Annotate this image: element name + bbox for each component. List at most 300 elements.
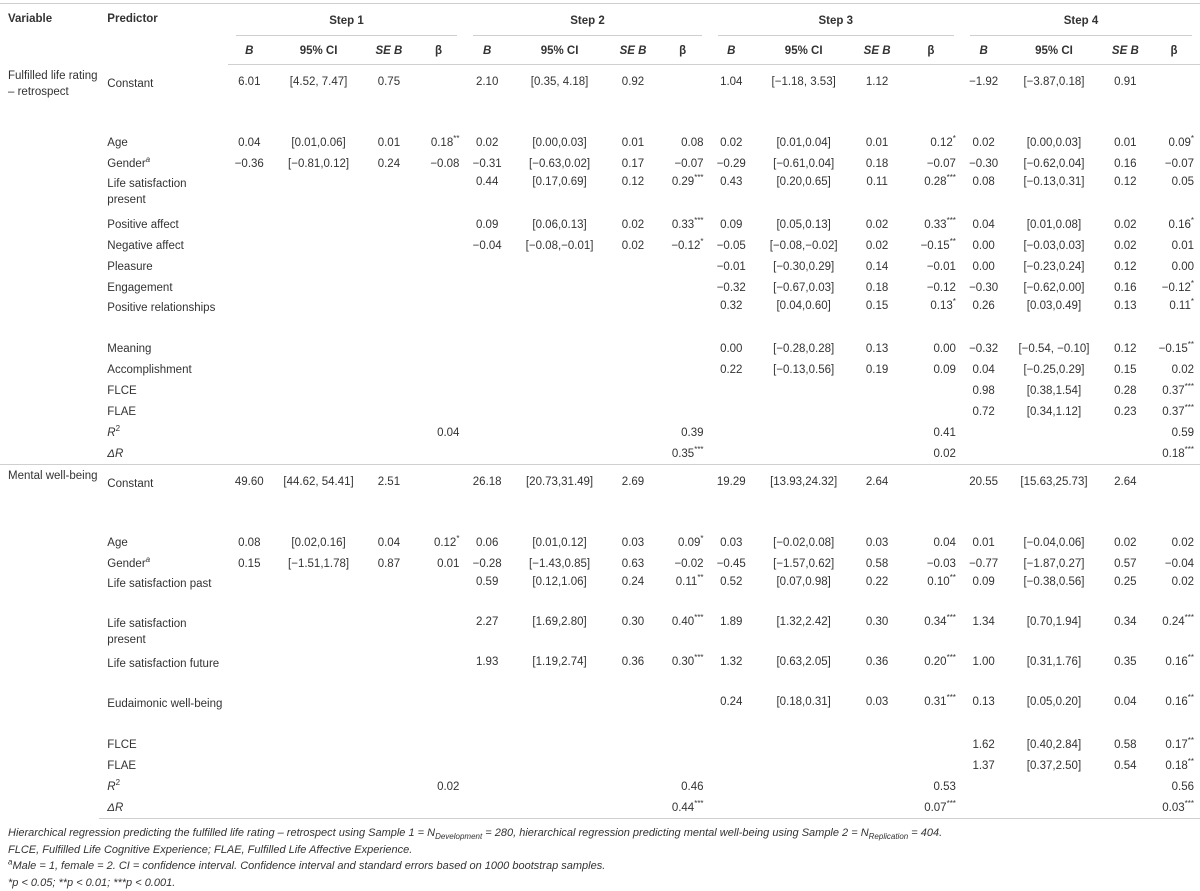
cell-beta: 0.28*** xyxy=(900,174,962,214)
cell-se-b: 0.02 xyxy=(854,235,900,256)
predictor-text: Age xyxy=(107,537,127,549)
cell-beta: 0.18*** xyxy=(1148,443,1200,465)
cell-b: 0.04 xyxy=(962,359,1005,380)
significance-marker: * xyxy=(1191,298,1194,306)
cell-b xyxy=(710,776,753,797)
cell-b: 1.04 xyxy=(710,65,753,133)
cell-b xyxy=(962,422,1005,443)
cell-ci xyxy=(753,422,854,443)
cell-ci xyxy=(509,797,610,819)
cell-b xyxy=(228,614,271,654)
cell-b: 0.01 xyxy=(962,532,1005,553)
cell-ci xyxy=(271,694,366,734)
cell-se-b xyxy=(1103,776,1149,797)
cell-se-b xyxy=(366,359,412,380)
significance-marker: *** xyxy=(1185,382,1194,391)
cell-b: 0.22 xyxy=(710,359,753,380)
header-ci: 95% CI xyxy=(1005,38,1102,65)
table-row xyxy=(0,235,1200,256)
cell-beta xyxy=(412,797,466,819)
cell-ci xyxy=(271,401,366,422)
predictor-superscript: a xyxy=(146,155,150,164)
cell-se-b xyxy=(854,797,900,819)
cell-ci xyxy=(271,422,366,443)
cell-beta: 0.37*** xyxy=(1148,401,1200,422)
table-row xyxy=(0,532,1200,553)
cell-b: −0.32 xyxy=(710,277,753,298)
cell-se-b: 0.28 xyxy=(1103,380,1149,401)
cell-b xyxy=(228,235,271,256)
cell-se-b: 0.87 xyxy=(366,553,412,574)
significance-marker: * xyxy=(700,237,703,246)
cell-beta: 0.02 xyxy=(1148,574,1200,614)
predictor-superscript: 2 xyxy=(116,778,120,787)
cell-se-b: 0.02 xyxy=(610,235,656,256)
cell-beta: 0.44*** xyxy=(656,797,710,819)
cell-beta: 0.09* xyxy=(656,532,710,553)
cell-ci: [−0.61,0.04] xyxy=(753,153,854,174)
significance-marker: * xyxy=(953,134,956,143)
cell-beta xyxy=(412,380,466,401)
table-row xyxy=(0,553,1200,574)
cell-beta: 0.00 xyxy=(900,338,962,359)
cell-se-b: 0.02 xyxy=(1103,214,1149,235)
cell-b xyxy=(710,797,753,819)
cell-ci: [0.20,0.65] xyxy=(753,174,854,214)
header-step-1 xyxy=(228,4,466,39)
step-label: Step 3 xyxy=(718,7,954,36)
predictor-label xyxy=(99,298,227,338)
cell-se-b: 0.15 xyxy=(854,298,900,338)
predictor-text: Negative affect xyxy=(107,240,184,252)
cell-b: 0.00 xyxy=(962,235,1005,256)
footnote-text: = 404. xyxy=(908,827,942,839)
cell-beta xyxy=(656,694,710,734)
cell-b: 1.37 xyxy=(962,755,1005,776)
cell-se-b xyxy=(366,380,412,401)
cell-beta: 0.56 xyxy=(1148,776,1200,797)
predictor-text: Meaning xyxy=(107,343,151,355)
cell-beta: 0.09 xyxy=(900,359,962,380)
predictor-text: Life satisfaction future xyxy=(107,658,219,670)
cell-b: 6.01 xyxy=(228,65,271,133)
step-label: Step 4 xyxy=(970,7,1192,36)
cell-b: 1.32 xyxy=(710,654,753,694)
table-row xyxy=(0,443,1200,465)
cell-ci: [0.63,2.05] xyxy=(753,654,854,694)
cell-se-b: 0.15 xyxy=(1103,359,1149,380)
predictor-label xyxy=(99,797,227,819)
cell-se-b xyxy=(610,338,656,359)
variable-label: Mental well-being xyxy=(0,465,99,819)
cell-b xyxy=(465,256,508,277)
cell-beta: 0.30*** xyxy=(656,654,710,694)
cell-ci xyxy=(753,443,854,465)
cell-b: −0.36 xyxy=(228,153,271,174)
cell-ci xyxy=(509,755,610,776)
cell-ci xyxy=(509,338,610,359)
predictor-label xyxy=(99,532,227,553)
cell-se-b xyxy=(610,734,656,755)
cell-ci: [0.17,0.69] xyxy=(509,174,610,214)
cell-ci xyxy=(271,214,366,235)
table-row xyxy=(0,132,1200,153)
cell-b: 0.06 xyxy=(465,532,508,553)
cell-se-b xyxy=(366,755,412,776)
predictor-label xyxy=(99,443,227,465)
cell-beta: 0.18** xyxy=(1148,755,1200,776)
cell-beta: 0.03*** xyxy=(1148,797,1200,819)
cell-beta xyxy=(412,214,466,235)
cell-beta xyxy=(900,65,962,133)
cell-ci: [0.05,0.13] xyxy=(753,214,854,235)
significance-marker: *** xyxy=(694,174,703,182)
cell-b: 19.29 xyxy=(710,465,753,533)
significance-marker: *** xyxy=(947,694,956,702)
cell-b: −0.77 xyxy=(962,553,1005,574)
cell-b: 0.09 xyxy=(710,214,753,235)
cell-b: 0.52 xyxy=(710,574,753,614)
cell-beta: 0.04 xyxy=(412,422,466,443)
cell-b xyxy=(710,422,753,443)
cell-ci xyxy=(509,443,610,465)
footnote-marker: a xyxy=(8,857,12,866)
cell-b: 0.43 xyxy=(710,174,753,214)
cell-se-b: 0.24 xyxy=(610,574,656,614)
significance-marker: ** xyxy=(1188,757,1194,766)
predictor-text: Constant xyxy=(107,478,153,490)
cell-ci xyxy=(509,277,610,298)
predictor-text: Gender xyxy=(107,558,145,570)
cell-ci: [−1.18, 3.53] xyxy=(753,65,854,133)
significance-marker: ** xyxy=(1188,654,1194,662)
cell-se-b: 0.03 xyxy=(610,532,656,553)
cell-ci xyxy=(509,422,610,443)
cell-se-b xyxy=(366,174,412,214)
cell-b: −0.28 xyxy=(465,553,508,574)
cell-ci: [0.37,2.50] xyxy=(1005,755,1102,776)
cell-b xyxy=(228,277,271,298)
cell-beta: −0.12* xyxy=(656,235,710,256)
header-step-2 xyxy=(465,4,709,39)
cell-ci: [−0.30,0.29] xyxy=(753,256,854,277)
cell-se-b xyxy=(1103,422,1149,443)
cell-b xyxy=(228,338,271,359)
table-row xyxy=(0,338,1200,359)
table-row xyxy=(0,256,1200,277)
cell-beta: 0.35*** xyxy=(656,443,710,465)
predictor-label xyxy=(99,654,227,694)
cell-b: 0.02 xyxy=(465,132,508,153)
significance-marker: ** xyxy=(697,574,703,582)
cell-ci: [−0.62,0.04] xyxy=(1005,153,1102,174)
cell-b xyxy=(465,401,508,422)
table-row xyxy=(0,401,1200,422)
cell-se-b xyxy=(854,755,900,776)
table-row xyxy=(0,214,1200,235)
cell-beta: 0.34*** xyxy=(900,614,962,654)
cell-beta xyxy=(412,359,466,380)
variable-label: Fulfilled life rating – retrospect xyxy=(0,65,99,465)
cell-beta xyxy=(412,235,466,256)
significance-marker: * xyxy=(953,298,956,306)
predictor-text: Life satisfaction present xyxy=(107,618,186,646)
header-variable: Variable xyxy=(0,4,99,65)
cell-beta xyxy=(412,401,466,422)
cell-beta: 0.07*** xyxy=(900,797,962,819)
cell-se-b xyxy=(366,422,412,443)
significance-marker: *** xyxy=(1185,403,1194,412)
cell-ci xyxy=(271,277,366,298)
cell-ci: [0.00,0.03] xyxy=(1005,132,1102,153)
header-b: B xyxy=(962,38,1005,65)
cell-se-b xyxy=(1103,797,1149,819)
cell-se-b: 0.14 xyxy=(854,256,900,277)
cell-b xyxy=(228,776,271,797)
cell-ci xyxy=(509,694,610,734)
header-b: B xyxy=(228,38,271,65)
cell-beta: −0.15** xyxy=(900,235,962,256)
cell-b: 0.04 xyxy=(962,214,1005,235)
cell-b xyxy=(228,654,271,694)
cell-beta xyxy=(412,694,466,734)
cell-beta xyxy=(412,614,466,654)
cell-b: −0.30 xyxy=(962,277,1005,298)
header-step-3 xyxy=(710,4,962,39)
cell-se-b: 0.91 xyxy=(1103,65,1149,133)
cell-se-b: 0.22 xyxy=(854,574,900,614)
cell-ci: [0.00,0.03] xyxy=(509,132,610,153)
cell-beta xyxy=(656,256,710,277)
cell-ci xyxy=(509,401,610,422)
cell-b: −0.31 xyxy=(465,153,508,174)
cell-beta xyxy=(412,277,466,298)
cell-ci xyxy=(509,256,610,277)
cell-se-b xyxy=(366,256,412,277)
cell-se-b: 0.12 xyxy=(1103,256,1149,277)
table-row xyxy=(0,359,1200,380)
cell-se-b xyxy=(610,298,656,338)
predictor-text: Pleasure xyxy=(107,261,152,273)
footnote-text: = 280, hierarchical regression predicting mental well-being using Sample 2 = N xyxy=(482,827,868,839)
cell-beta xyxy=(656,65,710,133)
table-row xyxy=(0,694,1200,734)
cell-se-b: 0.75 xyxy=(366,65,412,133)
cell-ci: [−1.57,0.62] xyxy=(753,553,854,574)
table-row xyxy=(0,574,1200,614)
predictor-superscript: a xyxy=(146,555,150,564)
cell-ci: [0.31,1.76] xyxy=(1005,654,1102,694)
cell-se-b xyxy=(366,443,412,465)
cell-ci: [−0.67,0.03] xyxy=(753,277,854,298)
predictor-text: Age xyxy=(107,137,127,149)
cell-se-b: 0.58 xyxy=(1103,734,1149,755)
cell-b: −0.30 xyxy=(962,153,1005,174)
cell-b: 0.04 xyxy=(228,132,271,153)
cell-ci: [−0.38,0.56] xyxy=(1005,574,1102,614)
header-ci: 95% CI xyxy=(271,38,366,65)
cell-beta xyxy=(412,443,466,465)
cell-beta: 0.24*** xyxy=(1148,614,1200,654)
cell-beta xyxy=(412,65,466,133)
footnote-gender xyxy=(8,858,1200,875)
cell-ci xyxy=(753,380,854,401)
cell-beta xyxy=(900,755,962,776)
predictor-label xyxy=(99,553,227,574)
table-row xyxy=(0,755,1200,776)
header-se-b: SE B xyxy=(1103,38,1149,65)
cell-ci xyxy=(509,380,610,401)
header-beta: β xyxy=(412,38,466,65)
cell-beta: 0.02 xyxy=(412,776,466,797)
cell-beta: 0.02 xyxy=(1148,359,1200,380)
cell-se-b: 0.92 xyxy=(610,65,656,133)
significance-marker: *** xyxy=(1185,445,1194,454)
predictor-text: Eudaimonic well-being xyxy=(107,698,222,710)
cell-b xyxy=(465,443,508,465)
predictor-text: FLAE xyxy=(107,760,136,772)
cell-ci: [−0.08,−0.01] xyxy=(509,235,610,256)
cell-b: 0.00 xyxy=(962,256,1005,277)
significance-marker: *** xyxy=(694,654,703,662)
header-b: B xyxy=(465,38,508,65)
footnote-abbreviations: FLCE, Fulfilled Life Cognitive Experience; FLAE, Fulfilled Life Affective Experience. xyxy=(8,842,1200,859)
predictor-text: Life satisfaction present xyxy=(107,178,186,206)
cell-se-b xyxy=(366,214,412,235)
cell-se-b xyxy=(366,614,412,654)
cell-ci xyxy=(271,574,366,614)
cell-b: 0.08 xyxy=(228,532,271,553)
cell-ci: [13.93,24.32] xyxy=(753,465,854,533)
cell-se-b: 0.54 xyxy=(1103,755,1149,776)
cell-beta: 0.12* xyxy=(412,532,466,553)
cell-se-b: 0.19 xyxy=(854,359,900,380)
cell-se-b: 0.13 xyxy=(1103,298,1149,338)
cell-b: 1.89 xyxy=(710,614,753,654)
cell-beta: −0.12* xyxy=(1148,277,1200,298)
cell-ci xyxy=(1005,797,1102,819)
cell-ci: [−0.04,0.06] xyxy=(1005,532,1102,553)
cell-beta xyxy=(900,465,962,533)
cell-beta xyxy=(900,401,962,422)
cell-beta xyxy=(656,401,710,422)
significance-marker: *** xyxy=(947,174,956,182)
table-footnotes xyxy=(0,825,1200,891)
table-row xyxy=(0,277,1200,298)
cell-ci: [0.38,1.54] xyxy=(1005,380,1102,401)
cell-beta: 0.46 xyxy=(656,776,710,797)
cell-ci xyxy=(271,298,366,338)
cell-beta xyxy=(412,174,466,214)
cell-b xyxy=(710,443,753,465)
cell-b xyxy=(710,755,753,776)
cell-ci: [4.52, 7.47] xyxy=(271,65,366,133)
cell-b xyxy=(465,422,508,443)
cell-beta xyxy=(412,654,466,694)
cell-se-b: 1.12 xyxy=(854,65,900,133)
header-row-steps xyxy=(0,4,1200,39)
cell-se-b xyxy=(854,776,900,797)
cell-b: 0.59 xyxy=(465,574,508,614)
cell-beta: 0.16* xyxy=(1148,214,1200,235)
cell-b xyxy=(465,734,508,755)
cell-b xyxy=(228,755,271,776)
cell-ci xyxy=(753,734,854,755)
cell-ci xyxy=(271,380,366,401)
cell-se-b xyxy=(366,401,412,422)
cell-beta: 0.02 xyxy=(1148,532,1200,553)
footnote-samples xyxy=(8,825,1200,842)
cell-beta: 0.39 xyxy=(656,422,710,443)
predictor-superscript: 2 xyxy=(116,424,120,433)
cell-ci xyxy=(1005,422,1102,443)
cell-ci: [44.62, 54.41] xyxy=(271,465,366,533)
cell-beta: 0.33*** xyxy=(900,214,962,235)
cell-ci: [1.19,2.74] xyxy=(509,654,610,694)
cell-se-b: 0.02 xyxy=(854,214,900,235)
cell-ci: [1.32,2.42] xyxy=(753,614,854,654)
cell-se-b: 0.58 xyxy=(854,553,900,574)
cell-se-b: 0.17 xyxy=(610,153,656,174)
table-row xyxy=(0,654,1200,694)
cell-b: −0.05 xyxy=(710,235,753,256)
cell-se-b: 2.64 xyxy=(854,465,900,533)
cell-beta: 0.01 xyxy=(412,553,466,574)
cell-beta: −0.07 xyxy=(656,153,710,174)
cell-se-b: 0.34 xyxy=(1103,614,1149,654)
cell-beta xyxy=(656,380,710,401)
cell-ci: [−0.25,0.29] xyxy=(1005,359,1102,380)
cell-se-b: 0.03 xyxy=(854,694,900,734)
cell-se-b: 2.69 xyxy=(610,465,656,533)
cell-ci: [−0.13,0.56] xyxy=(753,359,854,380)
significance-marker: ** xyxy=(950,574,956,582)
table-row xyxy=(0,65,1200,133)
cell-beta xyxy=(656,755,710,776)
cell-b: 0.72 xyxy=(962,401,1005,422)
table-row xyxy=(0,380,1200,401)
cell-se-b xyxy=(1103,443,1149,465)
cell-beta: 0.02 xyxy=(900,443,962,465)
cell-beta: 0.59 xyxy=(1148,422,1200,443)
cell-beta: 0.10** xyxy=(900,574,962,614)
cell-b: 20.55 xyxy=(962,465,1005,533)
significance-marker: * xyxy=(456,534,459,543)
cell-ci xyxy=(271,338,366,359)
cell-beta: 0.17** xyxy=(1148,734,1200,755)
cell-beta xyxy=(656,734,710,755)
predictor-text: Engagement xyxy=(107,282,172,294)
cell-ci: [−0.13,0.31] xyxy=(1005,174,1102,214)
cell-ci: [0.05,0.20] xyxy=(1005,694,1102,734)
cell-beta: −0.07 xyxy=(900,153,962,174)
predictor-label xyxy=(99,235,227,256)
cell-b: 49.60 xyxy=(228,465,271,533)
cell-ci xyxy=(271,174,366,214)
predictor-label xyxy=(99,776,227,797)
cell-ci xyxy=(1005,443,1102,465)
cell-ci: [1.69,2.80] xyxy=(509,614,610,654)
cell-b: −0.29 xyxy=(710,153,753,174)
cell-ci: [−0.63,0.02] xyxy=(509,153,610,174)
header-se-b: SE B xyxy=(610,38,656,65)
cell-ci xyxy=(509,776,610,797)
cell-b: 0.32 xyxy=(710,298,753,338)
table-row xyxy=(0,298,1200,338)
significance-marker: *** xyxy=(947,216,956,225)
predictor-text: FLCE xyxy=(107,385,136,397)
cell-beta: 0.01 xyxy=(1148,235,1200,256)
